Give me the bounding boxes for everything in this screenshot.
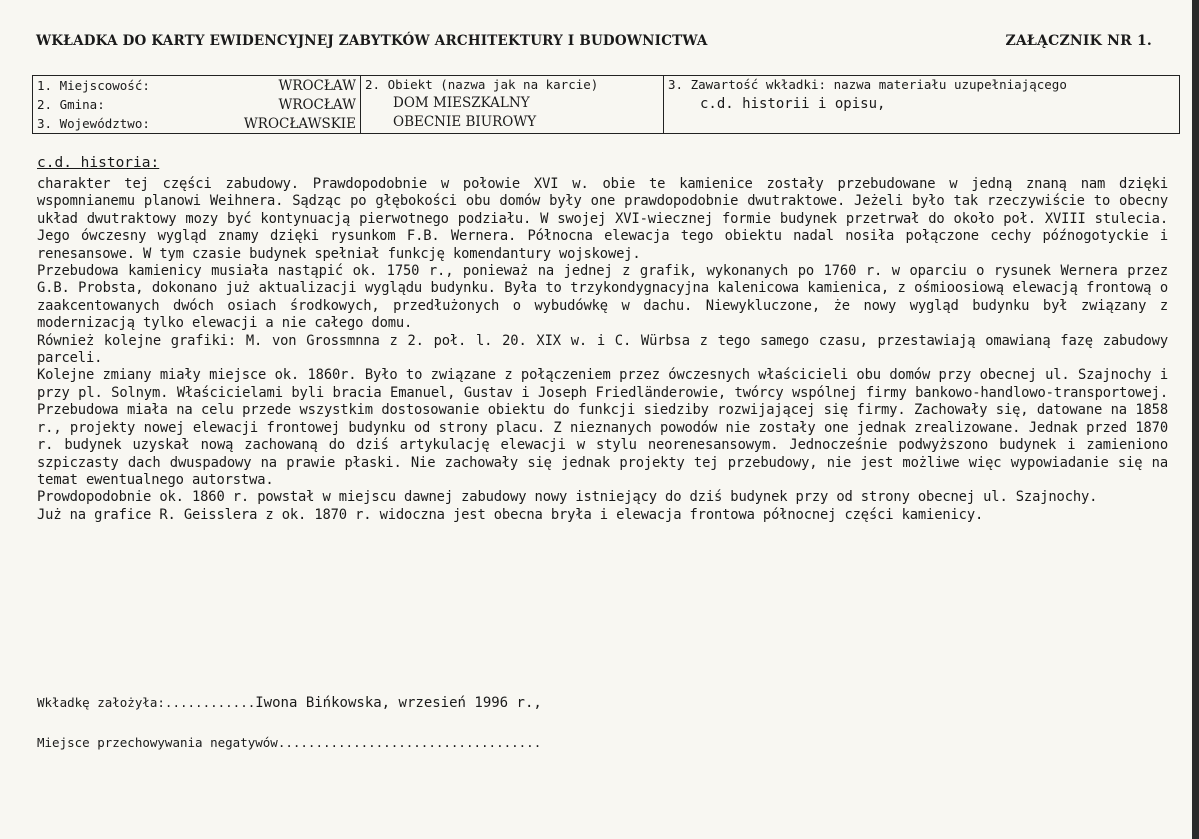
object-name-line2: OBECNIE BIUROWY	[393, 114, 537, 130]
locality-label: 1. Miejscowość:	[37, 78, 150, 93]
document-title: WKŁADKA DO KARTY EWIDENCYJNEJ ZABYTKÓW ARCHITEKTURY I BUDOWNICTWA	[36, 33, 708, 49]
history-paragraph: charakter tej części zabudowy. Prawdopodobnie w połowie XVI w. obie te kamienice zostały przebudowane w jedną znaną nam dzięki wspomnianemu planowi Weihnera. Sądząc po głębokości obu domów były one prawdopodobnie dwutraktowe. Jeżeli było tak rzeczywiście to obecny układ dwutraktowy mozy być kontynuacją pierwotnego podziału. W swojej XVI-wiecznej formie budynek przetrwał do około poł. XVIII stulecia. Jego ówczesny wygląd znamy dzięki rysunkom F.B. Wernera. Północna elewacja tego obiektu nadal nosiła połączone cechy późnogotyckie i renesansowe. W tym czasie budynek spełniał funkcję komendantury wojskowej.	[37, 176, 1168, 262]
locality-value: WROCŁAW	[278, 78, 356, 94]
voivodeship-value: WROCŁAWSKIE	[243, 116, 356, 132]
founder-line	[37, 695, 542, 711]
annex-number: ZAŁĄCZNIK NR 1.	[1005, 33, 1152, 49]
commune-label: 2. Gmina:	[37, 97, 105, 112]
history-paragraph: Już na grafice R. Geisslera z ok. 1870 r. widoczna jest obecna bryła i elewacja frontowa północnej części kamienicy.	[37, 506, 984, 523]
scan-edge	[1192, 0, 1199, 839]
contents-cell	[664, 76, 1179, 133]
negatives-label: Miejsce przechowywania negatywów...................................	[37, 735, 542, 750]
voivodeship-label: 3. Województwo:	[37, 116, 150, 131]
founder-value: Iwona Bińkowska, wrzesień 1996 r.,	[255, 695, 542, 711]
locality-row	[37, 77, 356, 95]
object-label: 2. Obiekt (nazwa jak na karcie)	[365, 77, 599, 92]
info-table	[32, 75, 1180, 134]
history-paragraph: Kolejne zmiany miały miejsce ok. 1860r. Było to związane z połączeniem przez ówczesnych właścicieli obu domów przy obecnej ul. Szajnochy i przy pl. Solnym. Właścicielami byli bracia Emanuel, Gustav i Joseph Friedländerowie, twórcy wspólnej firmy bankowo-handlowo-transportowej. Przebudowa miała na celu przede wszystkim dostosowanie obiektu do funkcji siedziby rozwijającej się firmy. Zachowały się, datowane na 1858 r., projekty nowej elewacji frontowej budynku od strony placu. Z nieznanych powodów nie zostały one jednak zrealizowane. Jednak przed 1870 r. budynek uzyskał nową zachowaną do dziś artykulację elewacji w stylu neorenesansowym. Jednocześnie podwyższono budynek i zamieniono szpiczasty dach dwuspadowy na prawie płaski. Nie zachowały się jednak projekty tej przebudowy, nie jest możliwe więc wypowiadanie się na temat ewentualnego autorstwa.	[37, 367, 1168, 488]
document-header	[36, 33, 1152, 53]
founder-label: Wkładkę założyła:............	[37, 695, 256, 710]
history-paragraph: Przebudowa kamienicy musiała nastąpić ok. 1750 r., ponieważ na jednej z grafik, wykonanych po 1760 r. w oparciu o rysunek Wernera przez G.B. Probsta, dokonano już aktualizacji wyglądu budynku. Była to trzykondygnacyjna kalenicowa kamienica, z ośmioosiową elewacją frontową o zaakcentowanych dwóch osiach środkowych, przedłużonych o wybudówkę w dachu. Niewykluczone, że nowy wygląd budynku był związany z modernizacją tylko elewacji a nie całego domu.	[37, 263, 1168, 332]
commune-value: WROCŁAW	[278, 97, 356, 113]
commune-row	[37, 96, 356, 114]
history-text	[37, 176, 1168, 524]
negatives-line	[37, 735, 541, 750]
section-title: c.d. historia:	[37, 155, 160, 171]
location-cell	[33, 76, 361, 133]
object-cell	[361, 76, 664, 133]
object-name-line1: DOM MIESZKALNY	[393, 95, 530, 111]
contents-label: 3. Zawartość wkładki: nazwa materiału uzupełniającego	[668, 77, 1067, 92]
voivodeship-row	[37, 115, 356, 133]
history-paragraph: Prowdopodobnie ok. 1860 r. powstał w miejscu dawnej zabudowy nowy istniejący do dziś budynek przy od strony obecnej ul. Szajnochy.	[37, 489, 1098, 506]
contents-value: c.d. historii i opisu,	[700, 96, 886, 112]
history-paragraph: Również kolejne grafiki: M. von Grossmnna z 2. poł. l. 20. XIX w. i C. Würbsa z tego samego czasu, przestawiają omawianą fazę zabudowy parceli.	[37, 332, 1168, 367]
